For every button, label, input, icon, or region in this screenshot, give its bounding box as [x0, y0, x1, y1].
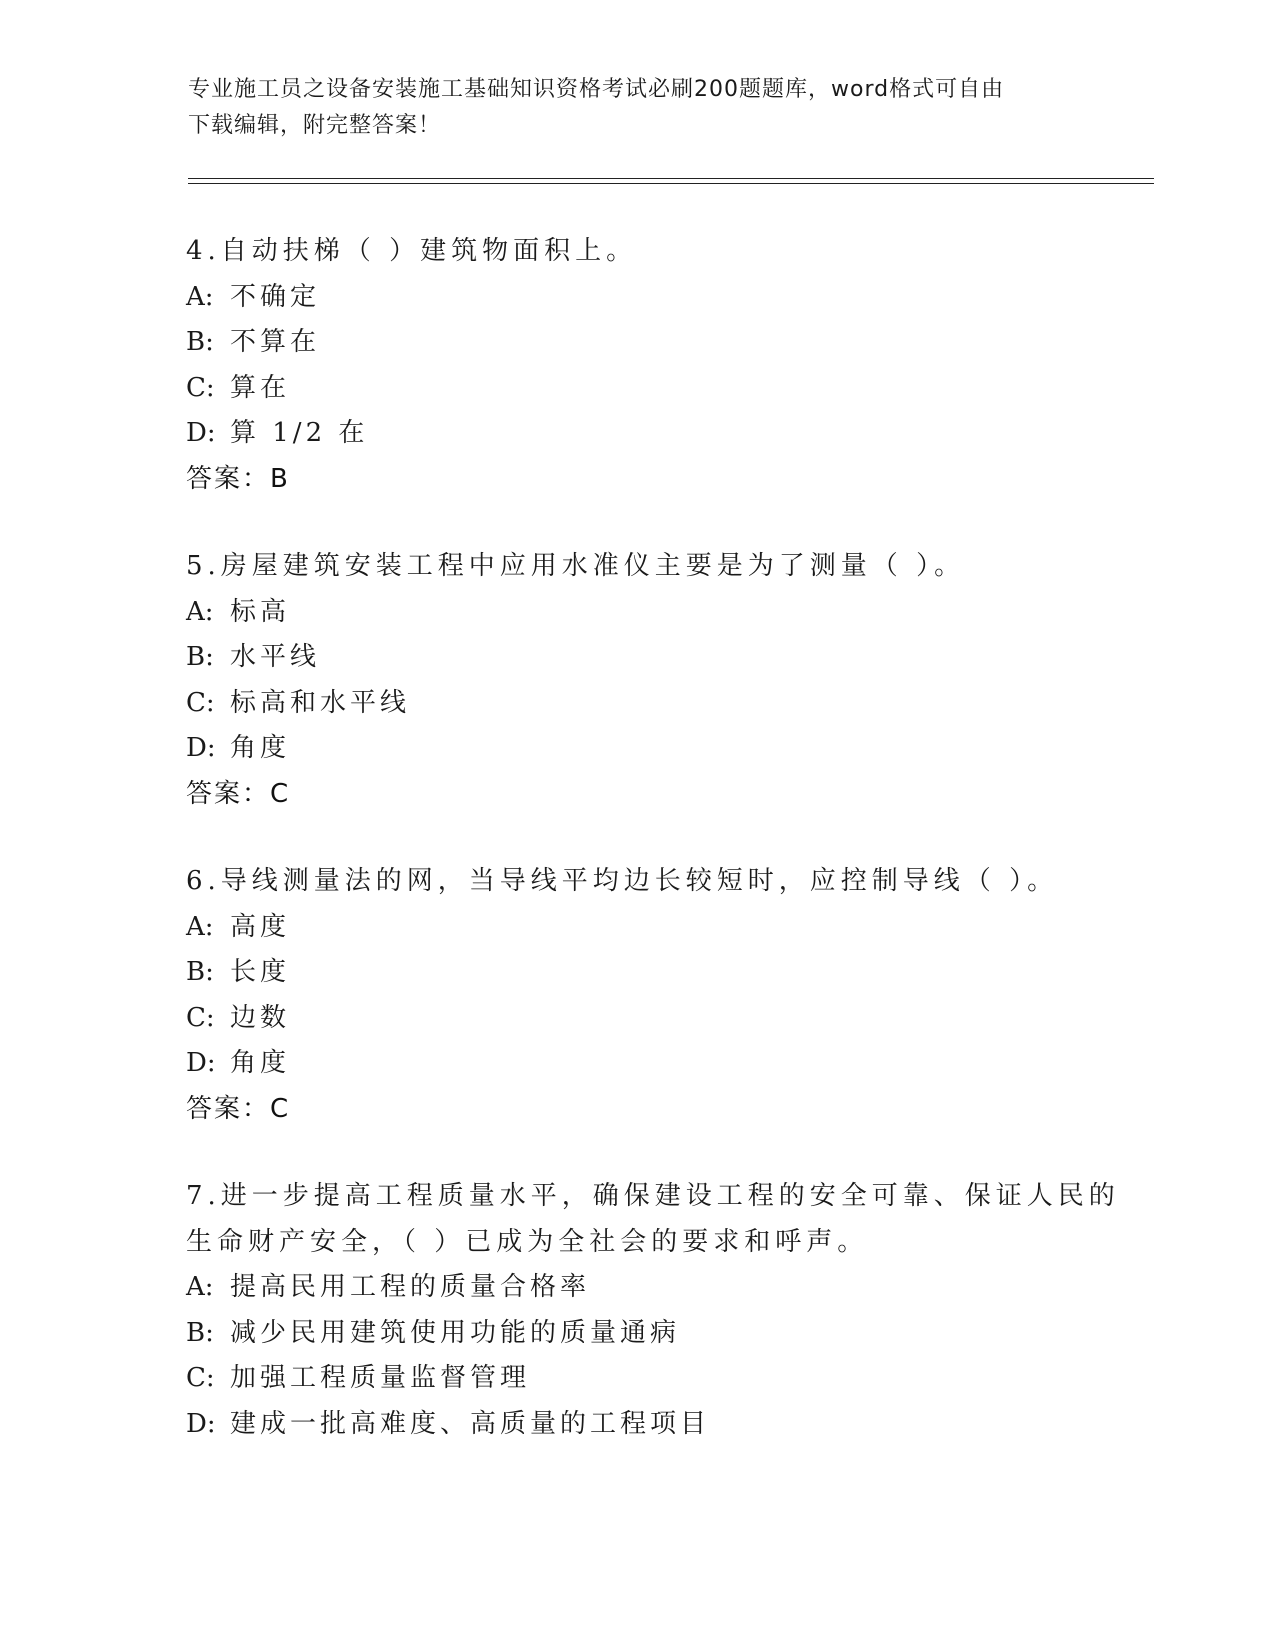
option-b [186, 635, 1066, 681]
option-text: 标高和水平线 [230, 687, 411, 718]
option-c [186, 996, 1066, 1042]
question-stem: 4.自动扶梯（ ）建筑物面积上。 [186, 236, 638, 266]
option-b [186, 320, 1066, 366]
answer-label: 答案：B [186, 463, 290, 494]
option-letter: D: [186, 733, 216, 763]
option-letter: D: [186, 1048, 216, 1078]
header-line-1: 专业施工员之设备安装施工基础知识资格考试必刷200题题库，word格式可自由 [188, 77, 1005, 102]
answer-label: 答案：C [186, 778, 291, 809]
option-b [186, 950, 1066, 996]
option-d [186, 1041, 1066, 1087]
option-text: 边数 [230, 1002, 291, 1033]
option-c [186, 1356, 1066, 1402]
question-stem: 5.房屋建筑安装工程中应用水准仪主要是为了测量（ ）。 [186, 551, 966, 581]
option-text: 减少民用建筑使用功能的质量通病 [230, 1317, 681, 1348]
option-text: 不确定 [230, 281, 321, 312]
option-letter: A: [186, 596, 214, 627]
question-4 [186, 229, 1066, 502]
option-text: 算 1/2 在 [230, 418, 369, 448]
option-letter: C: [186, 372, 215, 403]
option-a [186, 1265, 1066, 1311]
option-c [186, 366, 1066, 412]
question-stem-line-2: 生命财产安全，（ ）已成为全社会的要求和呼声。 [186, 1226, 869, 1257]
answer-label: 答案：C [186, 1093, 291, 1124]
option-letter: C: [186, 687, 215, 718]
option-text: 标高 [230, 596, 291, 627]
option-text: 加强工程质量监督管理 [230, 1363, 531, 1393]
header-line-2: 下载编辑，附完整答案！ [188, 113, 442, 138]
header-divider-top [188, 178, 1154, 179]
option-letter: D: [186, 418, 216, 448]
question-7 [186, 1174, 1120, 1447]
option-letter: A: [186, 911, 214, 942]
option-a [186, 590, 1066, 636]
question-5 [186, 544, 1066, 817]
option-text: 不算在 [230, 327, 321, 357]
option-a [186, 905, 1066, 951]
option-letter: C: [186, 1363, 215, 1393]
header-divider-bottom [188, 183, 1154, 184]
option-letter: B: [186, 957, 214, 987]
option-text: 水平线 [230, 642, 321, 672]
option-b [186, 1311, 1066, 1357]
option-d [186, 726, 1066, 772]
option-d [186, 1402, 1066, 1448]
question-6 [186, 859, 1066, 1132]
question-stem: 6.导线测量法的网，当导线平均边长较短时，应控制导线（ ）。 [186, 866, 1059, 896]
document-header [188, 72, 1068, 144]
option-letter: A: [186, 281, 214, 312]
option-text: 高度 [230, 911, 291, 942]
option-letter: C: [186, 1002, 215, 1033]
option-c [186, 681, 1066, 727]
option-a [186, 275, 1066, 321]
option-letter: B: [186, 1317, 214, 1348]
option-text: 提高民用工程的质量合格率 [230, 1272, 591, 1302]
option-letter: D: [186, 1408, 216, 1439]
option-text: 算在 [230, 372, 291, 403]
option-text: 长度 [230, 957, 291, 987]
option-text: 建成一批高难度、高质量的工程项目 [230, 1408, 711, 1439]
option-text: 角度 [230, 1048, 291, 1078]
option-text: 角度 [230, 733, 291, 763]
option-letter: B: [186, 642, 214, 672]
option-d [186, 411, 1066, 457]
question-stem-line-1: 7.进一步提高工程质量水平，确保建设工程的安全可靠、保证人民的 [186, 1181, 1120, 1211]
option-letter: B: [186, 327, 214, 357]
option-letter: A: [186, 1272, 214, 1302]
